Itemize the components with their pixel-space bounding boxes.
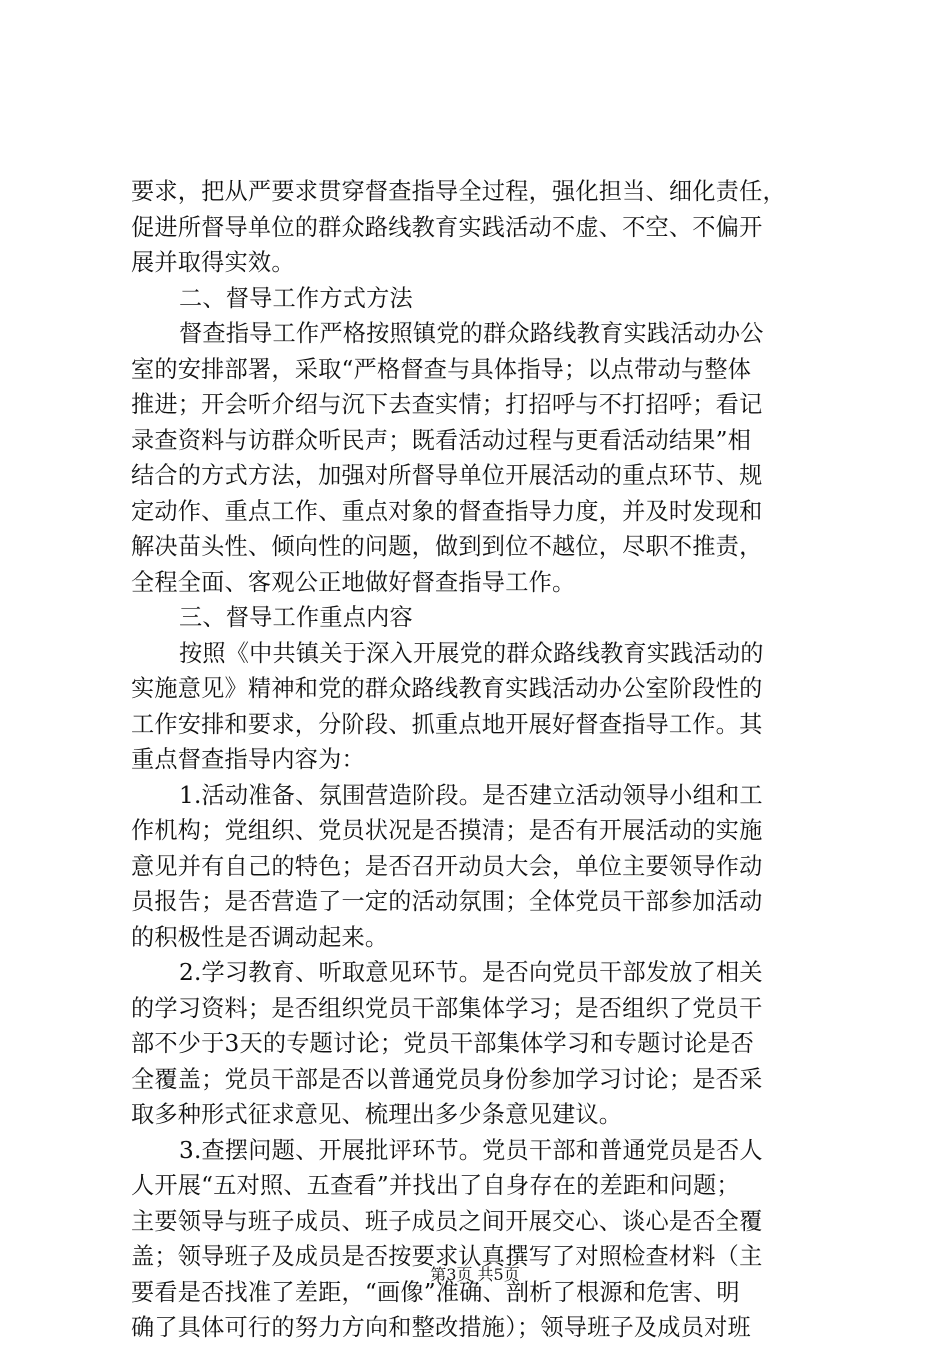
text-line: 盖；领导班子及成员是否按要求认真撰写了对照检查材料（主: [131, 1243, 763, 1270]
text-line: 人开展“五对照、五查看”并找出了自身存在的差距和问题；: [131, 1172, 740, 1199]
text-line: 二、督导工作方式方法: [179, 284, 413, 312]
text-line: 室的安排部署，采取“严格督查与具体指导；以点带动与整体: [131, 355, 752, 383]
text-line: 三、督导工作重点内容: [179, 604, 413, 631]
text-line: 要求，把从严要求贯穿督查指导全过程，强化担当、细化责任，: [131, 178, 786, 205]
text-line: 的学习资料；是否组织党员干部集体学习；是否组织了党员干: [131, 994, 763, 1022]
text-line: 意见并有自己的特色；是否召开动员大会，单位主要领导作动: [131, 852, 763, 880]
text-line: 2.学习教育、听取意见环节。是否向党员干部发放了相关: [179, 959, 763, 986]
text-line: 部不少于3天的专题讨论；党员干部集体学习和专题讨论是否: [131, 1030, 755, 1057]
text-line: 录查资料与访群众听民声；既看活动过程与更看活动结果”相: [131, 426, 752, 454]
text-line: 定动作、重点工作、重点对象的督查指导力度，并及时发现和: [131, 497, 763, 525]
text-line: 员报告；是否营造了一定的活动氛围；全体党员干部参加活动: [131, 888, 763, 915]
page-footer: 第3页 共5页: [430, 1265, 520, 1284]
text-line: 工作安排和要求，分阶段、抓重点地开展好督查指导工作。其: [131, 710, 763, 738]
text-line: 取多种形式征求意见、梳理出多少条意见建议。: [131, 1101, 623, 1128]
text-line: 的积极性是否调动起来。: [131, 923, 389, 951]
text-line: 推进；开会听介绍与沉下去查实情；打招呼与不打招呼；看记: [131, 391, 763, 418]
text-line: 促进所督导单位的群众路线教育实践活动不虚、不空、不偏开: [131, 213, 763, 241]
text-line: 解决苗头性、倾向性的问题，做到到位不越位，尽职不推责，: [131, 533, 763, 560]
text-line: 3.查摆问题、开展批评环节。党员干部和普通党员是否人: [179, 1136, 763, 1164]
text-line: 按照《中共镇关于深入开展党的群众路线教育实践活动的: [179, 639, 764, 667]
text-line: 1.活动准备、氛围营造阶段。是否建立活动领导小组和工: [179, 781, 763, 809]
text-line: 全覆盖；党员干部是否以普通党员身份参加学习讨论；是否采: [131, 1065, 763, 1093]
text-line: 要看是否找准了差距，“画像”准确、剖析了根源和危害、明: [131, 1278, 740, 1306]
text-line: 重点督查指导内容为：: [131, 746, 365, 773]
text-line: 主要领导与班子成员、班子成员之间开展交心、谈心是否全覆: [131, 1207, 763, 1235]
text-line: 展并取得实效。: [131, 249, 295, 276]
text-line: 作机构；党组织、党员状况是否摸清；是否有开展活动的实施: [131, 817, 763, 844]
text-line: 实施意见》精神和党的群众路线教育实践活动办公室阶段性的: [131, 675, 763, 702]
text-line: 确了具体可行的努力方向和整改措施）；领导班子及成员对班: [131, 1314, 751, 1341]
document-body: [131, 174, 827, 1346]
text-line: 全程全面、客观公正地做好督查指导工作。: [131, 568, 576, 596]
text-line: 结合的方式方法，加强对所督导单位开展活动的重点环节、规: [131, 462, 763, 489]
text-line: 督查指导工作严格按照镇党的群众路线教育实践活动办公: [179, 320, 764, 347]
